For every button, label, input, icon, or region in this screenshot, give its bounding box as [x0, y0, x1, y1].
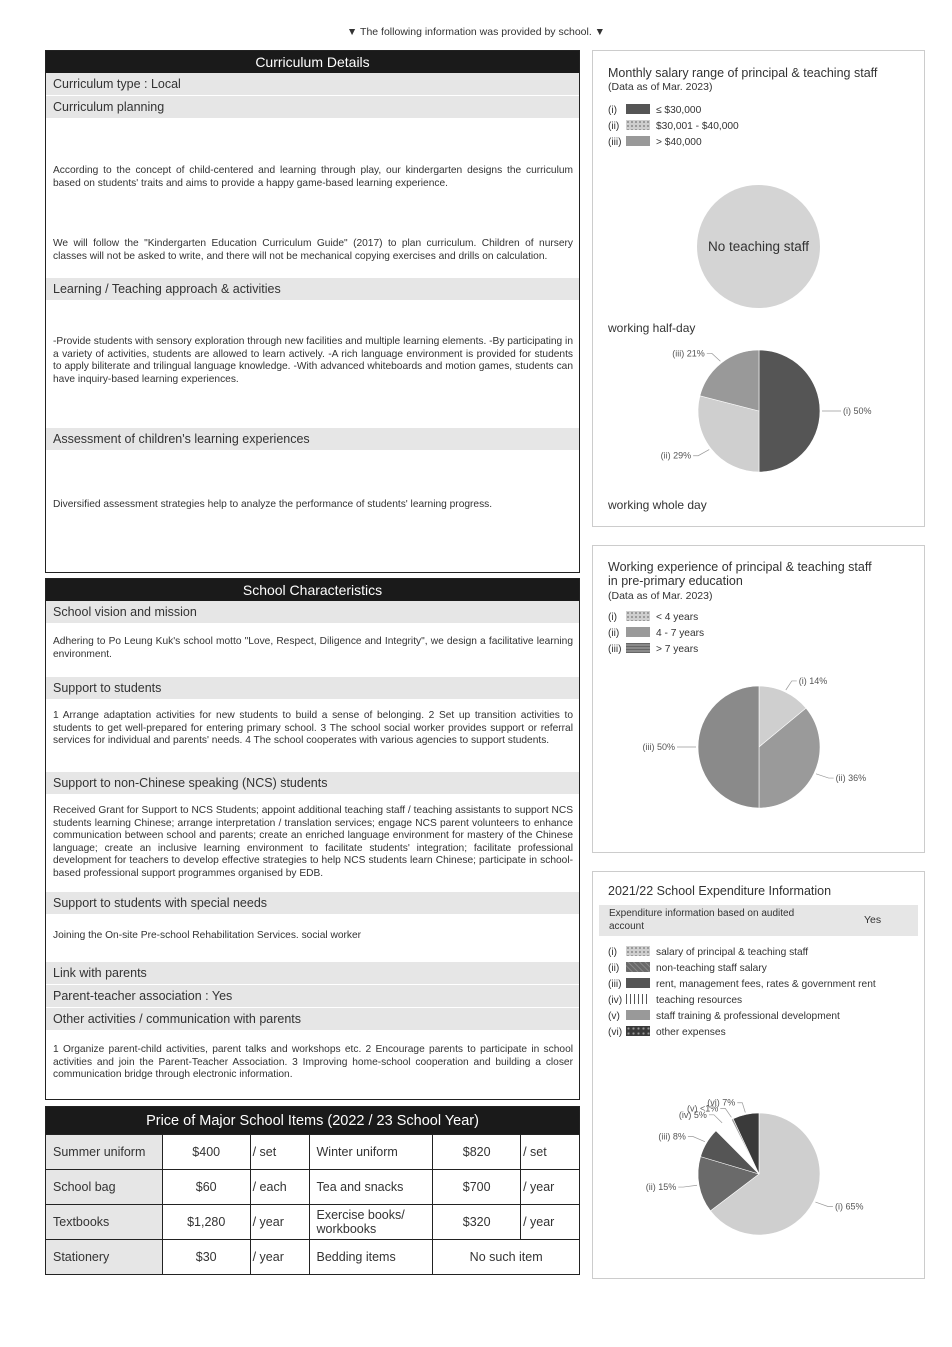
pie-data-label: (ii) 15%: [645, 1182, 677, 1193]
legend-label: 4 - 7 years: [656, 628, 705, 639]
legend-swatch: [626, 946, 650, 956]
assessment-label: Assessment of children's learning experiences: [46, 428, 579, 450]
salary-panel: [592, 50, 925, 527]
legend-label: < 4 years: [656, 612, 699, 623]
legend-swatch: [626, 962, 650, 972]
legend-num: (vi): [608, 1027, 623, 1038]
link-parents-label: Link with parents: [46, 962, 579, 984]
experience-panel: [592, 545, 925, 853]
experience-title-1: Working experience of principal & teaching staff: [608, 560, 872, 574]
audited-label: Expenditure information based on audited account: [609, 908, 795, 932]
pie-leader-line: [786, 681, 797, 690]
item-price: $1,280: [162, 1205, 250, 1240]
pie-leader-line: [707, 353, 721, 361]
pie-data-label: (ii) 29%: [660, 450, 692, 461]
pie-leader-line: [688, 1137, 705, 1142]
legend-item: [608, 961, 876, 977]
pie-slice: [698, 686, 759, 808]
pie-data-label: (vi) 7%: [707, 1097, 736, 1108]
legend-label: non-teaching staff salary: [656, 963, 767, 974]
price-header: Price of Major School Items (2022 / 23 School Year): [46, 1107, 579, 1135]
pie-data-label: (i) 50%: [843, 406, 872, 416]
expenditure-pie-chart: [593, 1070, 926, 1250]
audited-row: [599, 905, 918, 936]
legend-swatch: [626, 643, 650, 653]
item-label: Winter uniform: [309, 1135, 433, 1170]
pie-leader-line: [816, 774, 834, 778]
pie-leader-line: [737, 1103, 745, 1113]
price-row: [46, 1205, 580, 1240]
special-needs-text: Joining the On-site Pre-school Rehabilitation Services. social worker: [53, 930, 362, 941]
pie-data-label: (iii) 8%: [658, 1131, 686, 1142]
assessment-text: Diversified assessment strategies help to analyze the performance of students' learning progress.: [53, 499, 493, 510]
pie-data-label: (iii) 50%: [642, 742, 675, 752]
other-activities-label: Other activities / communication with parents: [46, 1008, 579, 1030]
legend-label: $30,001 - $40,000: [656, 121, 739, 132]
item-label: Tea and snacks: [309, 1170, 433, 1205]
legend-num: (iii): [608, 644, 622, 655]
ncs-label: Support to non-Chinese speaking (NCS) students: [46, 772, 579, 794]
legend-item: [608, 945, 876, 961]
pie-data-label: (i) 65%: [834, 1201, 864, 1212]
legend-label: > $40,000: [656, 137, 702, 148]
legend-num: (ii): [608, 628, 620, 639]
pie-leader-line: [720, 1108, 731, 1117]
item-label: Bedding items: [309, 1240, 433, 1275]
no-staff-circle: No teaching staff: [697, 185, 820, 308]
support-text: 1 Arrange adaptation activities for new students to build a sense of belonging. 2 Set up transition activities to students to get well-prepared for entering primary school. 3 The school social worker provides support or referral services for individual and parents' needs. 4 The school cooperates with various agencies to support students.: [53, 710, 573, 747]
item-unit: / year: [250, 1240, 309, 1275]
legend-swatch: [626, 136, 650, 146]
legend-item: [608, 610, 704, 626]
price-header-box: [45, 1106, 580, 1135]
price-row: [46, 1240, 580, 1275]
salary-pie-chart: [593, 341, 926, 501]
legend-label: salary of principal & teaching staff: [656, 947, 809, 958]
legend-label: other expenses: [656, 1027, 726, 1038]
legend-swatch: [626, 627, 650, 637]
legend-item: [608, 993, 876, 1009]
curriculum-planning-text-1: According to the concept of child-centered and learning through play, our kindergarten designs the curriculum based on students' traits and aims to provide a happy game-based learning experience.: [53, 165, 573, 189]
legend-item: [608, 1025, 876, 1041]
item-label: Summer uniform: [46, 1135, 163, 1170]
legend-num: (i): [608, 105, 618, 116]
other-activities-text: 1 Organize parent-child activities, parent talks and workshops etc. 2 Encourage parents to participate in school activities and join the Parent-Teacher Association. 3 Improving home-school cooperation and building a closer communication bridge through electronic information.: [53, 1044, 573, 1081]
legend-item: [608, 135, 739, 151]
salary-legend: [608, 103, 739, 151]
legend-num: (i): [608, 947, 618, 958]
item-price: $400: [162, 1135, 250, 1170]
experience-asof: (Data as of Mar. 2023): [608, 590, 713, 602]
legend-num: (iv): [608, 995, 623, 1006]
legend-swatch: [626, 978, 650, 988]
item-label: Stationery: [46, 1240, 163, 1275]
item-price: $820: [433, 1135, 521, 1170]
item-unit: / each: [250, 1170, 309, 1205]
legend-swatch: [626, 611, 650, 621]
legend-swatch: [626, 120, 650, 130]
item-unit: / year: [521, 1170, 580, 1205]
item-unit: / year: [521, 1205, 580, 1240]
legend-item: [608, 119, 739, 135]
item-price: $60: [162, 1170, 250, 1205]
item-label: School bag: [46, 1170, 163, 1205]
item-price: $320: [433, 1205, 521, 1240]
item-price: $700: [433, 1170, 521, 1205]
legend-item: [608, 626, 704, 642]
vision-label: School vision and mission: [46, 601, 579, 623]
info-note: ▼ The following information was provided by school. ▼: [346, 26, 606, 38]
item-label: Exercise books/ workbooks: [309, 1205, 433, 1240]
pie-data-label: (ii) 36%: [835, 773, 867, 784]
experience-title-2: in pre-primary education: [608, 574, 743, 588]
pie-data-label: (iv) 5%: [678, 1109, 707, 1120]
curriculum-planning-label: Curriculum planning: [46, 95, 579, 118]
characteristics-header: School Characteristics: [46, 579, 579, 601]
item-unit: / year: [250, 1205, 309, 1240]
legend-num: (iii): [608, 137, 622, 148]
legend-item: [608, 977, 876, 993]
pie-data-label: (iii) 21%: [672, 348, 705, 359]
pie-leader-line: [815, 1202, 833, 1206]
legend-label: rent, management fees, rates & government rent: [656, 979, 876, 990]
curriculum-type: Curriculum type : Local: [46, 73, 579, 95]
pie-leader-line: [709, 1115, 722, 1123]
item-unit: / set: [250, 1135, 309, 1170]
legend-swatch: [626, 104, 650, 114]
legend-label: teaching resources: [656, 995, 743, 1006]
legend-label: staff training & professional development: [656, 1011, 840, 1022]
pie-slice: [759, 350, 820, 472]
pie-leader-line: [693, 450, 709, 456]
curriculum-section: [45, 50, 580, 573]
approach-text: -Provide students with sensory exploration through new facilities and multiple learning elements. -By participating in a variety of activities, students are allowed to learn actively. -A rich language environment is provided for students to apply biliterate and trilingual language knowledge. -With advanced whiteboards and motion games, students can have inquiry-based learning experiences.: [53, 336, 573, 385]
legend-swatch: [626, 994, 650, 1004]
vision-text: Adhering to Po Leung Kuk's school motto "Love, Respect, Diligence and Integrity", we design a facilitative learning environment.: [53, 636, 573, 660]
pie-data-label: (v) <1%: [687, 1103, 719, 1114]
approach-label: Learning / Teaching approach & activities: [46, 278, 579, 300]
legend-num: (ii): [608, 963, 620, 974]
pta-label: Parent-teacher association : Yes: [46, 985, 579, 1007]
price-row: [46, 1170, 580, 1205]
price-row: [46, 1135, 580, 1170]
item-price: No such item: [433, 1240, 580, 1275]
pie-leader-line: [678, 1185, 697, 1187]
audited-value: Yes: [864, 914, 882, 926]
legend-num: (v): [608, 1011, 620, 1022]
item-price: $30: [162, 1240, 250, 1275]
legend-label: ≤ $30,000: [656, 105, 702, 116]
whole-day-label: working whole day: [608, 498, 707, 512]
special-needs-label: Support to students with special needs: [46, 892, 579, 914]
experience-pie-chart: [593, 666, 926, 826]
legend-num: (ii): [608, 121, 620, 132]
legend-item: [608, 642, 704, 658]
ncs-text: Received Grant for Support to NCS Students; appoint additional teaching staff / teaching assistants to support NCS students learning Chinese; arrange interpretation / translation services; engage NCS parent volunteers to enhance communication between school and parents; create an enriched language environment for mastery of the Chinese language; create an inclusive learning environment to facilitate students' integration; facilitate professional development for teachers to develop effective strategies to help NCS students learn Chinese; participate in school-based professional support programmes organised by EDB.: [53, 805, 573, 879]
curriculum-header: Curriculum Details: [46, 51, 579, 73]
salary-asof: (Data as of Mar. 2023): [608, 81, 713, 93]
legend-item: [608, 103, 739, 119]
legend-num: (i): [608, 612, 618, 623]
experience-legend: [608, 610, 704, 658]
price-table: [45, 1134, 580, 1275]
item-unit: / set: [521, 1135, 580, 1170]
expenditure-legend: [608, 945, 876, 1041]
expenditure-title: 2021/22 School Expenditure Information: [608, 884, 832, 898]
expenditure-panel: [592, 871, 925, 1279]
curriculum-planning-text-2: We will follow the "Kindergarten Education Curriculum Guide" (2017) to plan curriculum. Children of nursery classes will not be asked to write, and there will not be mechanical copying exercises and drills on calculation.: [53, 238, 573, 262]
pie-data-label: (i) 14%: [798, 675, 828, 686]
characteristics-section: [45, 578, 580, 1100]
legend-swatch: [626, 1010, 650, 1020]
legend-num: (iii): [608, 979, 622, 990]
salary-title: Monthly salary range of principal & teaching staff: [608, 66, 878, 80]
legend-label: > 7 years: [656, 644, 699, 655]
item-label: Textbooks: [46, 1205, 163, 1240]
legend-swatch: [626, 1026, 650, 1036]
support-label: Support to students: [46, 677, 579, 699]
half-day-label: working half-day: [608, 321, 696, 335]
legend-item: [608, 1009, 876, 1025]
